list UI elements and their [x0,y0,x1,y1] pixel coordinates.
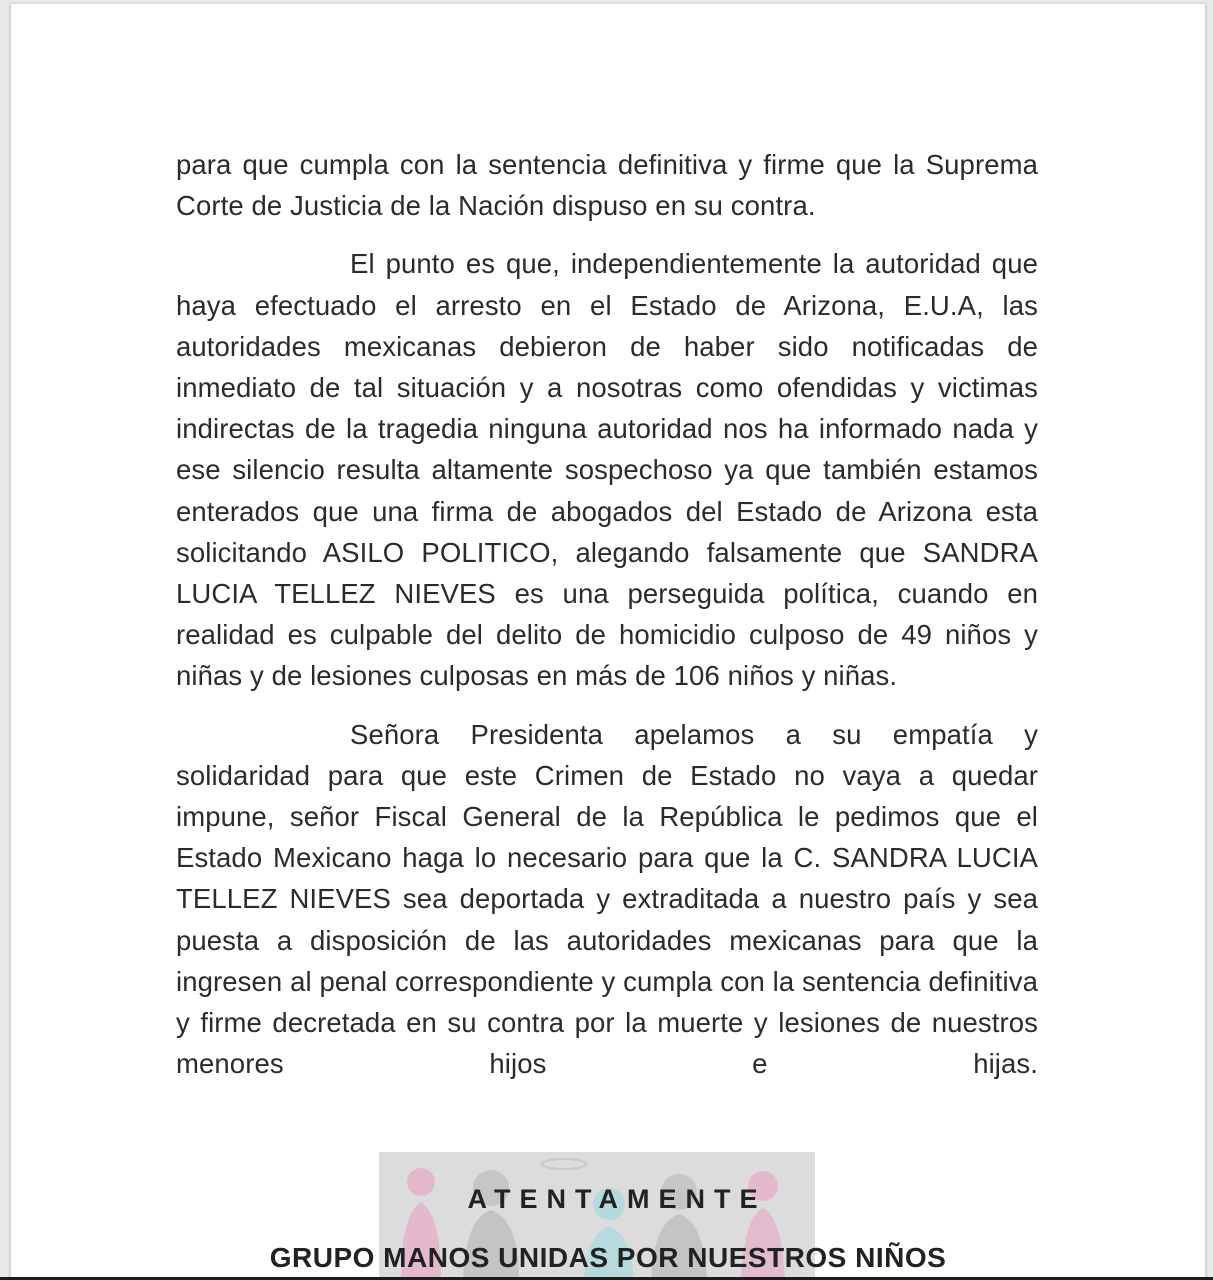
document-page [10,4,1206,1280]
closing-signoff: ATENTAMENTE [467,1184,767,1214]
paragraph-appeal-to-president: Señora Presidenta apelamos a su empatía y solidaridad para que este Crimen de Estado no vaya a quedar impune, señor Fiscal General de la República le pedimos que el Estado Mexicano haga lo necesario para que la C. SANDRA LUCIA TELLEZ NIEVES sea deportada y extraditada a nuestro país y sea puesta a disposición de las autoridades mexicanas para que la ingresen al penal correspondiente y cumpla con la sentencia definitiva y firme decretada en su contra por la muerte y lesiones de nuestros menores hijos e hijas. [176,718,1038,1080]
paragraph-continuation: para que cumpla con la sentencia definitiva y firme que la Suprema Corte de Justicia de la Nación dispuso en su contra. [176,149,1038,222]
paragraph-arrest-notification: El punto es que, independientemente la autoridad que haya efectuado el arresto en el Estado de Arizona, E.U.A, las autoridades mexicanas debieron de haber sido notificadas de inmediato de tal situación y a nosotras como ofendidas y victimas indirectas de la tragedia ninguna autoridad nos ha informado nada y ese silencio resulta altamente sospechoso ya que también estamos enterados que una firma de abogados del Estado de Arizona esta solicitando ASILO POLITICO, alegando falsamente que SANDRA LUCIA TELLEZ NIEVES es una perseguida política, cuando en realidad es culpable del delito de homicidio culposo de 49 niños y niñas y de lesiones culposas en más de 106 niños y niñas. [176,248,1038,692]
organization-name: GRUPO MANOS UNIDAS POR NUESTROS NIÑOS [269,1242,947,1273]
document-body [176,144,1038,1084]
